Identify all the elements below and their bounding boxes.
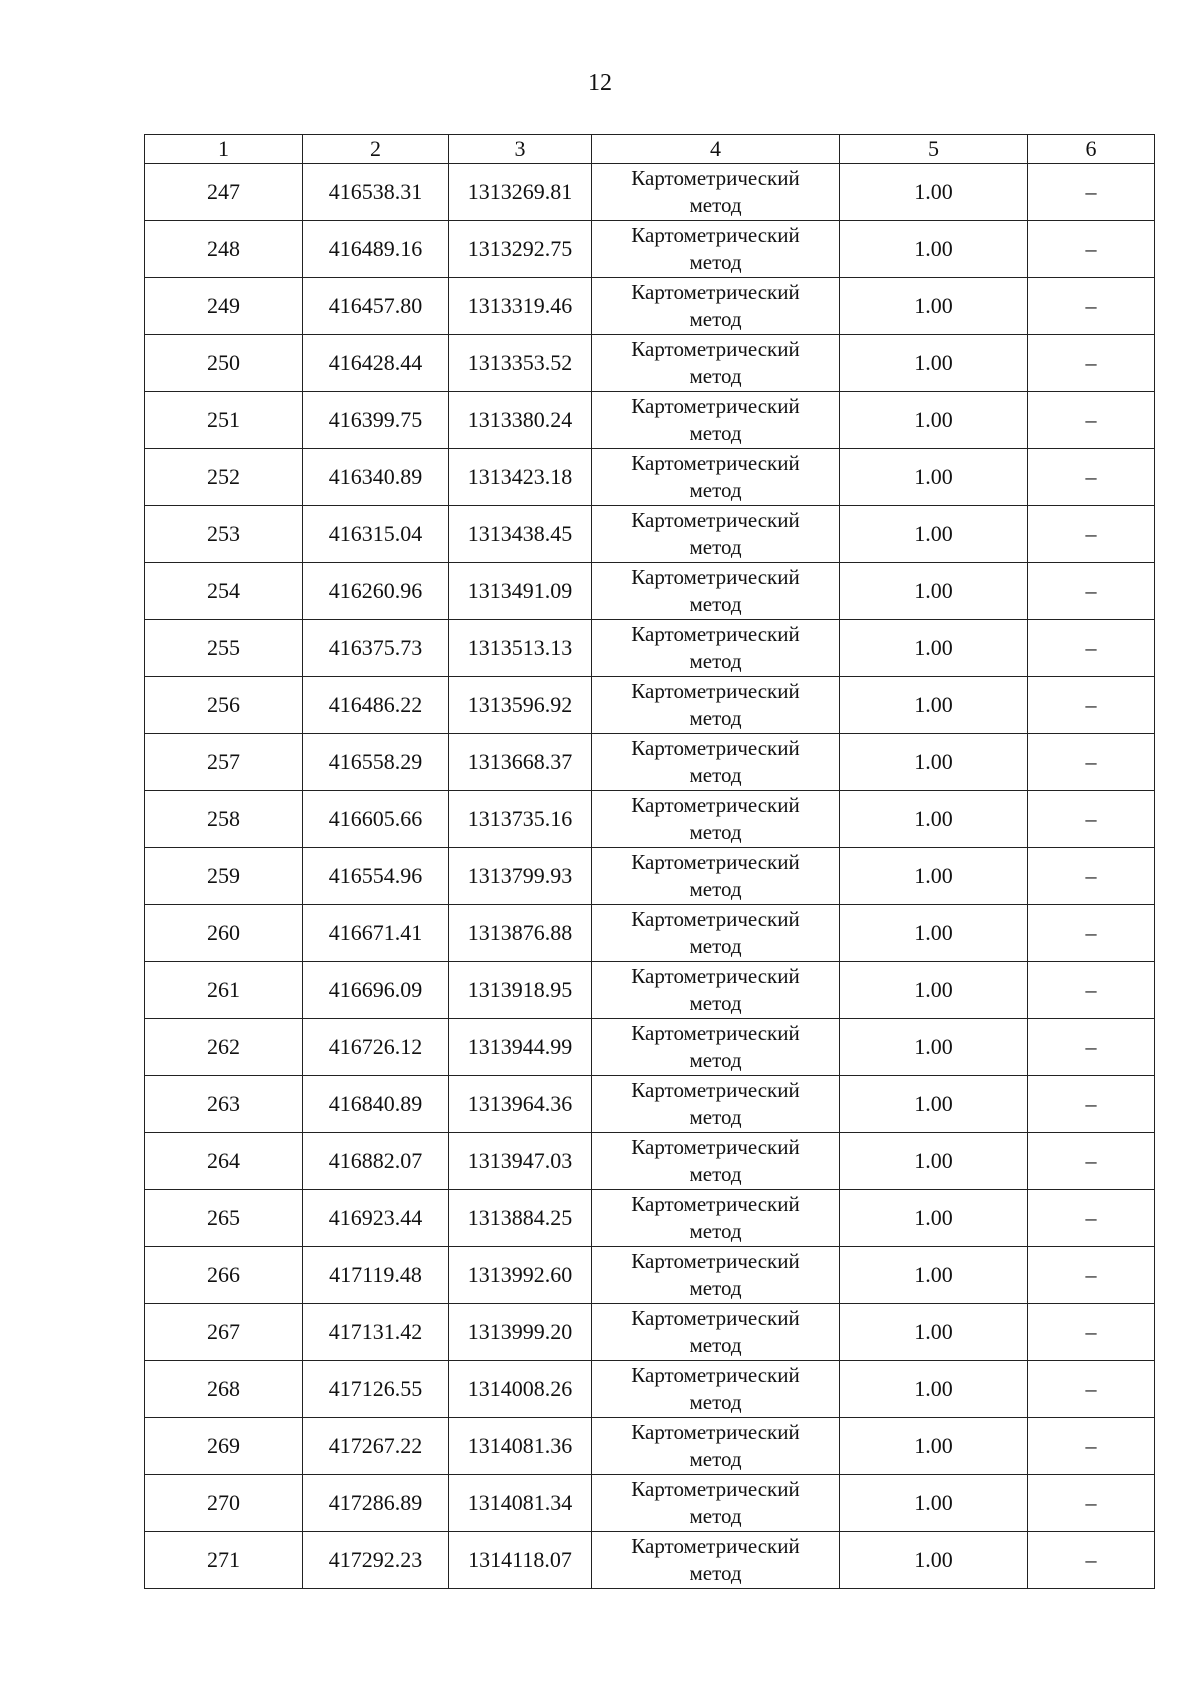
x-coordinate-cell: 416489.16 [303,221,449,278]
method-label-line1: Картометрический [631,1021,800,1045]
point-number-cell: 250 [145,335,303,392]
method-label-line1: Картометрический [631,280,800,304]
method-cell [592,1532,840,1589]
point-number-cell: 268 [145,1361,303,1418]
y-coordinate-cell: 1314008.26 [449,1361,592,1418]
method-label-line1: Картометрический [631,964,800,988]
y-coordinate-cell: 1313964.36 [449,1076,592,1133]
accuracy-cell: 1.00 [840,848,1028,905]
accuracy-cell: 1.00 [840,392,1028,449]
method-cell [592,791,840,848]
note-cell: – [1028,506,1155,563]
point-number-cell: 255 [145,620,303,677]
table-row [145,1475,1155,1532]
table-row [145,1190,1155,1247]
table-row [145,791,1155,848]
x-coordinate-cell: 417286.89 [303,1475,449,1532]
column-header-6: 6 [1028,135,1155,164]
method-label-line2: метод [689,1162,742,1186]
point-number-cell: 261 [145,962,303,1019]
point-number-cell: 254 [145,563,303,620]
table-row [145,1247,1155,1304]
point-number-cell: 270 [145,1475,303,1532]
method-label-line2: метод [689,934,742,958]
accuracy-cell: 1.00 [840,677,1028,734]
note-cell: – [1028,164,1155,221]
y-coordinate-cell: 1313944.99 [449,1019,592,1076]
x-coordinate-cell: 416671.41 [303,905,449,962]
note-cell: – [1028,221,1155,278]
method-label-line1: Картометрический [631,394,800,418]
method-cell [592,392,840,449]
method-cell [592,335,840,392]
method-label-line2: метод [689,250,742,274]
column-header-3: 3 [449,135,592,164]
method-cell [592,1475,840,1532]
method-cell [592,1361,840,1418]
method-label-line1: Картометрический [631,1477,800,1501]
method-label-line1: Картометрический [631,1363,800,1387]
y-coordinate-cell: 1313876.88 [449,905,592,962]
method-label-line2: метод [689,1561,742,1585]
accuracy-cell: 1.00 [840,1361,1028,1418]
y-coordinate-cell: 1313947.03 [449,1133,592,1190]
note-cell: – [1028,1247,1155,1304]
column-header-5: 5 [840,135,1028,164]
method-label-line2: метод [689,649,742,673]
table-row [145,335,1155,392]
y-coordinate-cell: 1313380.24 [449,392,592,449]
point-number-cell: 267 [145,1304,303,1361]
point-number-cell: 271 [145,1532,303,1589]
method-cell [592,1247,840,1304]
x-coordinate-cell: 416340.89 [303,449,449,506]
accuracy-cell: 1.00 [840,791,1028,848]
table-row [145,164,1155,221]
x-coordinate-cell: 416605.66 [303,791,449,848]
table-row [145,1133,1155,1190]
method-label-line2: метод [689,820,742,844]
method-cell [592,1304,840,1361]
accuracy-cell: 1.00 [840,335,1028,392]
y-coordinate-cell: 1313269.81 [449,164,592,221]
method-cell [592,1076,840,1133]
x-coordinate-cell: 416696.09 [303,962,449,1019]
accuracy-cell: 1.00 [840,734,1028,791]
table-row [145,905,1155,962]
method-label-line1: Картометрический [631,508,800,532]
x-coordinate-cell: 416538.31 [303,164,449,221]
point-number-cell: 248 [145,221,303,278]
method-cell [592,1190,840,1247]
note-cell: – [1028,962,1155,1019]
table-row [145,620,1155,677]
table-row [145,221,1155,278]
point-number-cell: 263 [145,1076,303,1133]
note-cell: – [1028,1361,1155,1418]
method-label-line2: метод [689,193,742,217]
point-number-cell: 257 [145,734,303,791]
x-coordinate-cell: 416428.44 [303,335,449,392]
method-cell [592,563,840,620]
method-cell [592,221,840,278]
method-label-line1: Картометрический [631,679,800,703]
accuracy-cell: 1.00 [840,905,1028,962]
accuracy-cell: 1.00 [840,1247,1028,1304]
point-number-cell: 247 [145,164,303,221]
note-cell: – [1028,278,1155,335]
note-cell: – [1028,1190,1155,1247]
x-coordinate-cell: 416486.22 [303,677,449,734]
point-number-cell: 262 [145,1019,303,1076]
method-label-line2: метод [689,1105,742,1129]
note-cell: – [1028,335,1155,392]
method-label-line1: Картометрический [631,1420,800,1444]
table-row [145,677,1155,734]
method-label-line1: Картометрический [631,565,800,589]
table-row [145,1418,1155,1475]
table-row [145,1304,1155,1361]
column-header-2: 2 [303,135,449,164]
note-cell: – [1028,848,1155,905]
point-number-cell: 264 [145,1133,303,1190]
coordinates-table [144,134,1155,1589]
accuracy-cell: 1.00 [840,1475,1028,1532]
y-coordinate-cell: 1313735.16 [449,791,592,848]
x-coordinate-cell: 416923.44 [303,1190,449,1247]
table-row [145,563,1155,620]
method-label-line1: Картометрический [631,223,800,247]
accuracy-cell: 1.00 [840,164,1028,221]
note-cell: – [1028,1076,1155,1133]
y-coordinate-cell: 1313292.75 [449,221,592,278]
point-number-cell: 265 [145,1190,303,1247]
note-cell: – [1028,1019,1155,1076]
point-number-cell: 260 [145,905,303,962]
accuracy-cell: 1.00 [840,1019,1028,1076]
accuracy-cell: 1.00 [840,449,1028,506]
method-label-line1: Картометрический [631,1135,800,1159]
y-coordinate-cell: 1313992.60 [449,1247,592,1304]
y-coordinate-cell: 1313799.93 [449,848,592,905]
method-label-line2: метод [689,421,742,445]
accuracy-cell: 1.00 [840,620,1028,677]
method-label-line1: Картометрический [631,736,800,760]
method-cell [592,620,840,677]
point-number-cell: 269 [145,1418,303,1475]
method-label-line1: Картометрический [631,793,800,817]
method-label-line1: Картометрический [631,907,800,931]
x-coordinate-cell: 417119.48 [303,1247,449,1304]
x-coordinate-cell: 416399.75 [303,392,449,449]
page-number: 12 [588,70,612,96]
table-body [145,164,1155,1589]
x-coordinate-cell: 416882.07 [303,1133,449,1190]
method-label-line1: Картометрический [631,166,800,190]
accuracy-cell: 1.00 [840,1418,1028,1475]
y-coordinate-cell: 1314081.34 [449,1475,592,1532]
accuracy-cell: 1.00 [840,1190,1028,1247]
x-coordinate-cell: 416726.12 [303,1019,449,1076]
method-label-line1: Картометрический [631,850,800,874]
point-number-cell: 252 [145,449,303,506]
y-coordinate-cell: 1313884.25 [449,1190,592,1247]
method-cell [592,164,840,221]
table-row [145,392,1155,449]
y-coordinate-cell: 1313668.37 [449,734,592,791]
method-cell [592,1133,840,1190]
method-label-line2: метод [689,592,742,616]
method-label-line2: метод [689,1219,742,1243]
method-label-line1: Картометрический [631,1249,800,1273]
accuracy-cell: 1.00 [840,1076,1028,1133]
note-cell: – [1028,734,1155,791]
y-coordinate-cell: 1313491.09 [449,563,592,620]
x-coordinate-cell: 416375.73 [303,620,449,677]
accuracy-cell: 1.00 [840,563,1028,620]
method-label-line1: Картометрический [631,1192,800,1216]
y-coordinate-cell: 1313438.45 [449,506,592,563]
table-row [145,848,1155,905]
method-label-line2: метод [689,991,742,1015]
point-number-cell: 259 [145,848,303,905]
column-header-1: 1 [145,135,303,164]
method-cell [592,1019,840,1076]
y-coordinate-cell: 1314081.36 [449,1418,592,1475]
method-label-line2: метод [689,478,742,502]
note-cell: – [1028,1532,1155,1589]
x-coordinate-cell: 416315.04 [303,506,449,563]
note-cell: – [1028,677,1155,734]
note-cell: – [1028,392,1155,449]
table-header-row [145,135,1155,164]
method-label-line2: метод [689,877,742,901]
method-cell [592,449,840,506]
note-cell: – [1028,1304,1155,1361]
point-number-cell: 253 [145,506,303,563]
x-coordinate-cell: 417292.23 [303,1532,449,1589]
x-coordinate-cell: 416554.96 [303,848,449,905]
table-row [145,278,1155,335]
accuracy-cell: 1.00 [840,506,1028,563]
table-row [145,1076,1155,1133]
accuracy-cell: 1.00 [840,1304,1028,1361]
accuracy-cell: 1.00 [840,1133,1028,1190]
table-row [145,506,1155,563]
method-label-line2: метод [689,1333,742,1357]
method-cell [592,677,840,734]
note-cell: – [1028,563,1155,620]
table-row [145,734,1155,791]
method-label-line2: метод [689,1447,742,1471]
y-coordinate-cell: 1313596.92 [449,677,592,734]
table-row [145,449,1155,506]
method-label-line2: метод [689,1048,742,1072]
point-number-cell: 266 [145,1247,303,1304]
note-cell: – [1028,1418,1155,1475]
x-coordinate-cell: 416457.80 [303,278,449,335]
point-number-cell: 251 [145,392,303,449]
method-label-line2: метод [689,307,742,331]
note-cell: – [1028,905,1155,962]
method-cell [592,1418,840,1475]
note-cell: – [1028,1475,1155,1532]
method-label-line2: метод [689,763,742,787]
y-coordinate-cell: 1313918.95 [449,962,592,1019]
accuracy-cell: 1.00 [840,962,1028,1019]
note-cell: – [1028,1133,1155,1190]
method-label-line2: метод [689,1390,742,1414]
method-cell [592,848,840,905]
method-cell [592,734,840,791]
x-coordinate-cell: 416260.96 [303,563,449,620]
y-coordinate-cell: 1313353.52 [449,335,592,392]
table-row [145,1019,1155,1076]
method-label-line2: метод [689,706,742,730]
method-cell [592,278,840,335]
y-coordinate-cell: 1313423.18 [449,449,592,506]
method-cell [592,506,840,563]
y-coordinate-cell: 1313319.46 [449,278,592,335]
accuracy-cell: 1.00 [840,278,1028,335]
method-label-line2: метод [689,1504,742,1528]
y-coordinate-cell: 1314118.07 [449,1532,592,1589]
y-coordinate-cell: 1313999.20 [449,1304,592,1361]
column-header-4: 4 [592,135,840,164]
accuracy-cell: 1.00 [840,1532,1028,1589]
method-cell [592,962,840,1019]
method-label-line1: Картометрический [631,1078,800,1102]
method-label-line2: метод [689,364,742,388]
method-label-line1: Картометрический [631,1534,800,1558]
note-cell: – [1028,449,1155,506]
note-cell: – [1028,791,1155,848]
method-label-line1: Картометрический [631,622,800,646]
x-coordinate-cell: 417267.22 [303,1418,449,1475]
table-row [145,962,1155,1019]
x-coordinate-cell: 416558.29 [303,734,449,791]
point-number-cell: 258 [145,791,303,848]
y-coordinate-cell: 1313513.13 [449,620,592,677]
method-label-line2: метод [689,535,742,559]
accuracy-cell: 1.00 [840,221,1028,278]
x-coordinate-cell: 417126.55 [303,1361,449,1418]
method-label-line1: Картометрический [631,451,800,475]
x-coordinate-cell: 417131.42 [303,1304,449,1361]
method-label-line2: метод [689,1276,742,1300]
point-number-cell: 249 [145,278,303,335]
table-row [145,1361,1155,1418]
point-number-cell: 256 [145,677,303,734]
x-coordinate-cell: 416840.89 [303,1076,449,1133]
method-label-line1: Картометрический [631,337,800,361]
table-row [145,1532,1155,1589]
method-cell [592,905,840,962]
method-label-line1: Картометрический [631,1306,800,1330]
note-cell: – [1028,620,1155,677]
